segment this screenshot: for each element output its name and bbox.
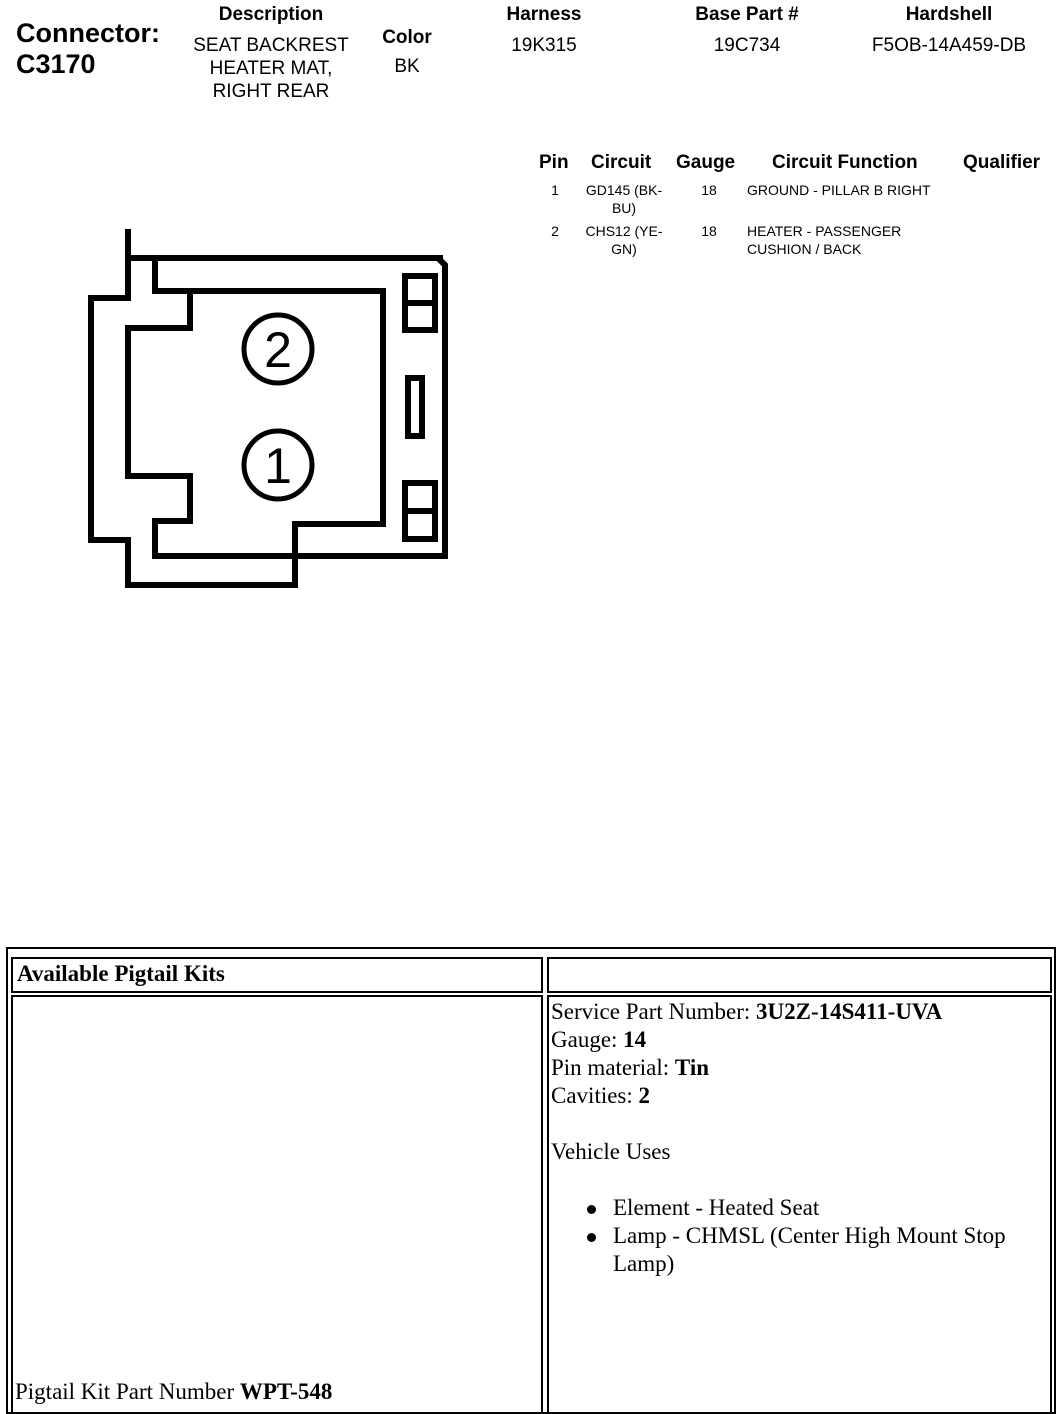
hardshell-column bbox=[858, 4, 1040, 57]
connector-label bbox=[16, 18, 160, 80]
pin-row-1-circuit-line-2: BU) bbox=[611, 200, 637, 216]
pin-row-2-circuit-line-1: CHS12 (YE- bbox=[585, 223, 663, 239]
hardshell-title: Hardshell bbox=[905, 4, 993, 25]
pin-row-1-pin: 1 bbox=[551, 182, 559, 198]
base-part-column bbox=[676, 4, 818, 57]
pin-header: Pin bbox=[539, 152, 569, 173]
pin-row-1-circuit bbox=[572, 181, 676, 217]
center-key bbox=[408, 378, 422, 436]
base-part-value: 19C734 bbox=[713, 35, 781, 56]
vehicle-use-item bbox=[551, 1194, 1048, 1222]
pigtail-header-blank-cell bbox=[547, 957, 1052, 993]
pin-row-2-function-line-2: CUSHION / BACK bbox=[747, 241, 862, 257]
cavity-2-label: 2 bbox=[264, 322, 292, 378]
vehicle-uses-list bbox=[551, 1194, 1048, 1278]
pigtail-kit-part-label: Pigtail Kit Part Number bbox=[15, 1379, 240, 1404]
pin-material bbox=[551, 1054, 1048, 1082]
service-part-label: Service Part Number: bbox=[551, 999, 757, 1024]
pin-row-2-pin: 2 bbox=[551, 223, 559, 239]
circuit-header: Circuit bbox=[591, 152, 652, 173]
pigtail-gauge-label: Gauge: bbox=[551, 1027, 624, 1052]
cavities bbox=[551, 1082, 1048, 1110]
pin-row-2-function bbox=[747, 222, 962, 258]
pin-row-2-function-line-1: HEATER - PASSENGER bbox=[747, 223, 902, 239]
hardshell-value: F5OB-14A459-DB bbox=[871, 35, 1027, 56]
pigtail-image-cell bbox=[11, 995, 543, 1414]
pin-row-2-circuit bbox=[572, 222, 676, 258]
harness-title: Harness bbox=[506, 4, 582, 25]
description-column bbox=[180, 4, 362, 103]
qualifier-header: Qualifier bbox=[963, 152, 1041, 173]
color-title: Color bbox=[382, 27, 432, 48]
vehicle-use-2-line-1: Lamp - CHMSL (Center High Mount Stop bbox=[613, 1223, 1006, 1248]
pin-row-2-gauge: 18 bbox=[701, 223, 717, 239]
harness-value: 19K315 bbox=[511, 35, 577, 56]
gauge-header: Gauge bbox=[676, 152, 736, 173]
pin-material-value: Tin bbox=[674, 1055, 710, 1080]
connector-inner-cavity bbox=[128, 258, 383, 556]
bullet-icon bbox=[587, 1233, 596, 1242]
connector-id: C3170 bbox=[16, 49, 96, 79]
vehicle-uses-title: Vehicle Uses bbox=[551, 1139, 671, 1164]
pigtail-details-cell bbox=[547, 995, 1052, 1414]
connector-face-diagram bbox=[80, 220, 460, 600]
cavity-1-label: 1 bbox=[264, 438, 292, 494]
vehicle-use-1-line-1: Element - Heated Seat bbox=[613, 1195, 820, 1220]
connector-outer-shell bbox=[91, 229, 445, 585]
service-part-number bbox=[551, 998, 1048, 1026]
circuit-function-header: Circuit Function bbox=[772, 152, 918, 173]
pin-row-1-gauge: 18 bbox=[701, 182, 717, 198]
description-line-1: SEAT BACKREST bbox=[193, 35, 349, 56]
pigtail-kit-part-value: WPT-548 bbox=[239, 1379, 333, 1404]
pin-row-2-circuit-line-2: GN) bbox=[611, 241, 637, 257]
pigtail-kit-part bbox=[15, 1378, 332, 1406]
service-part-value: 3U2Z-14S411-UVA bbox=[756, 999, 943, 1024]
bullet-icon bbox=[587, 1205, 596, 1214]
pin-row-1-function bbox=[747, 181, 962, 199]
pigtail-gauge-value: 14 bbox=[623, 1027, 647, 1052]
color-column bbox=[370, 27, 444, 78]
connector-label-title: Connector: bbox=[16, 18, 160, 48]
description-title: Description bbox=[218, 4, 324, 25]
vehicle-use-item bbox=[551, 1222, 1048, 1278]
base-part-title: Base Part # bbox=[695, 4, 799, 25]
cavities-label: Cavities: bbox=[551, 1083, 639, 1108]
harness-column bbox=[488, 4, 600, 57]
description-line-2: HEATER MAT, bbox=[209, 58, 333, 79]
pigtail-title: Available Pigtail Kits bbox=[17, 961, 225, 986]
pigtail-title-cell bbox=[11, 957, 543, 993]
pin-material-label: Pin material: bbox=[551, 1055, 675, 1080]
vehicle-use-2-line-2: Lamp) bbox=[613, 1251, 675, 1276]
cavities-value: 2 bbox=[638, 1083, 651, 1108]
pin-row-1-function-line-1: GROUND - PILLAR B RIGHT bbox=[747, 182, 931, 198]
pigtail-gauge bbox=[551, 1026, 1048, 1054]
color-value: BK bbox=[394, 56, 420, 77]
description-line-3: RIGHT REAR bbox=[212, 81, 330, 102]
pin-row-1-circuit-line-1: GD145 (BK- bbox=[585, 182, 663, 198]
